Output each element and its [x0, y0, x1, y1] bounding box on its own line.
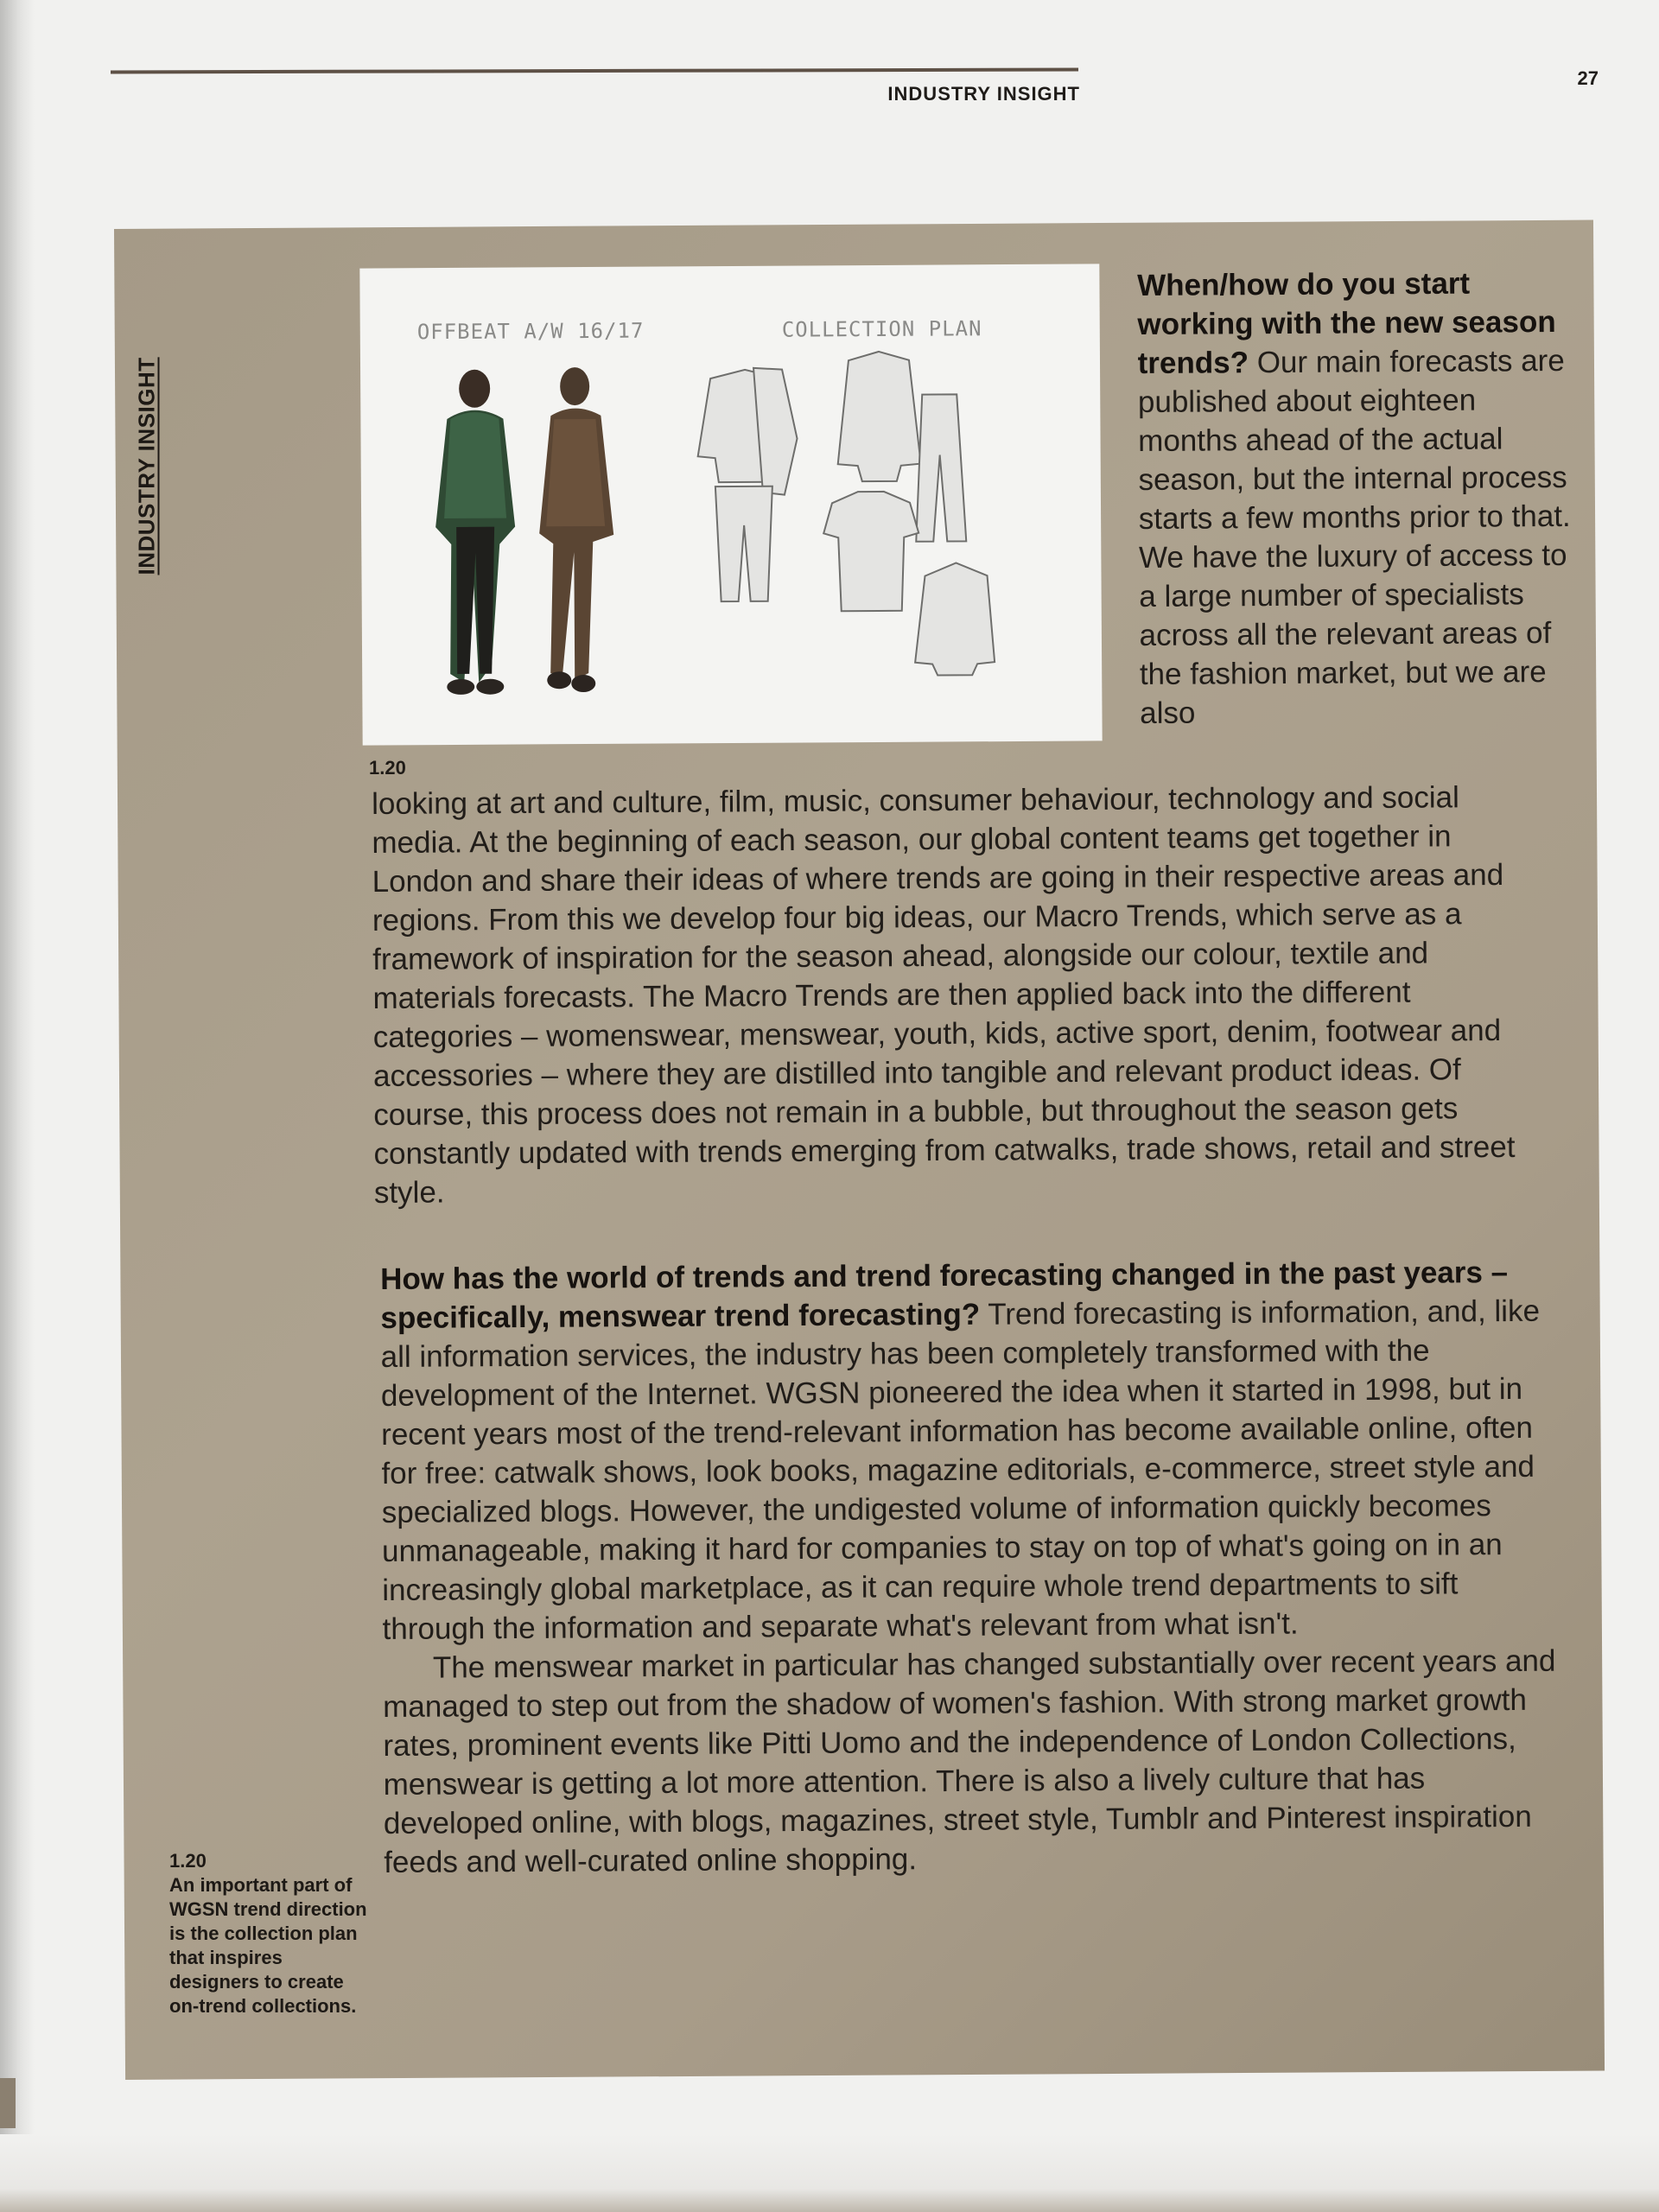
- sidebar-label: [134, 285, 160, 579]
- figure-right-title: COLLECTION PLAN: [781, 316, 982, 342]
- collection-plan-figure: [359, 264, 1102, 745]
- fashion-illustration: [359, 264, 1102, 745]
- caption-number: 1.20: [169, 1850, 207, 1872]
- question-2-block: [380, 1253, 1563, 1882]
- figure-ref-label: 1.20: [369, 757, 406, 779]
- section-tab-marker: [0, 2078, 16, 2128]
- figure-caption: [169, 1849, 368, 2018]
- header-rule: [111, 68, 1078, 74]
- answer-1-continued: looking at art and culture, film, music, consumer behaviour, technology and social media. At the beginning of each season, our global content teams get together in London and share their ideas of where trends are going in their respective areas and regions. From this we develop four big ideas, our Macro Trends, which serve as a framework of inspiration for the season ahead, alongside our colour, textile and materials forecasts. The Macro Trends are then applied back into the different categories – womenswear, menswear, youth, kids, active sport, denim, footwear and accessories – where they are distilled into tangible and relevant product ideas. Of course, this process does not remain in a bubble, but throughout the season gets constantly updated with trends emerging from catwalks, trade shows, retail and street style.: [372, 780, 1516, 1210]
- answer-1-lead: Our main forecasts are published about eighteen months ahead of the actual season, but the internal process starts a few months prior to that. We have the luxury of access to a large number of specialists across all the relevant areas of the fashion market, but we are also: [1137, 343, 1571, 730]
- question-1-block: [1137, 264, 1572, 733]
- page-bottom-edge: [0, 2134, 1659, 2212]
- answer-2-paragraph-2: The menswear market in particular has changed substantially over recent years and managed to step out from the shadow of women's fashion. With strong market growth rates, prominent events like Pitti Uomo and the independence of London Collections, menswear is getting a lot more attention. There is also a lively culture that has developed online, with blogs, magazines, street style, Tumblr and Pinterest inspiration feeds and well-curated online shopping.: [383, 1643, 1556, 1879]
- flat-sketches: [697, 351, 995, 677]
- running-header: INDUSTRY INSIGHT: [887, 83, 1080, 105]
- caption-text: An important part of WGSN trend direction is the collection plan that inspires designers to create on-trend collections.: [169, 1874, 367, 2017]
- model-brown-suit: [538, 367, 614, 693]
- question-1: When/how do you start working with the new season trends?: [1137, 266, 1556, 380]
- sidebar-label-text: INDUSTRY INSIGHT: [133, 357, 160, 575]
- figure-left-title: OFFBEAT A/W 16/17: [416, 318, 645, 345]
- page-gutter-shadow: [0, 0, 35, 2212]
- question-2: How has the world of trends and trend forecasting changed in the past years – specifically, menswear trend forecasting?: [380, 1255, 1509, 1335]
- answer-2-paragraph-1: Trend forecasting is information, and, like all information services, the industry has been completely transformed with the development of the Internet. WGSN pioneered the idea when it started in 1998, but in recent years most of the trend-relevant information has become available online, often for free: catwalk shows, look books, magazine editorials, e-commerce, street style and specialized blogs. However, the undigested volume of information quickly becomes unmanageable, making it hard for companies to stay on top of what's going on in an increasingly global marketplace, as it can require whole trend departments to sift through the information and separate what's relevant from what isn't.: [380, 1294, 1541, 1646]
- page-number: 27: [1577, 67, 1599, 89]
- model-green-jacket: [435, 370, 516, 696]
